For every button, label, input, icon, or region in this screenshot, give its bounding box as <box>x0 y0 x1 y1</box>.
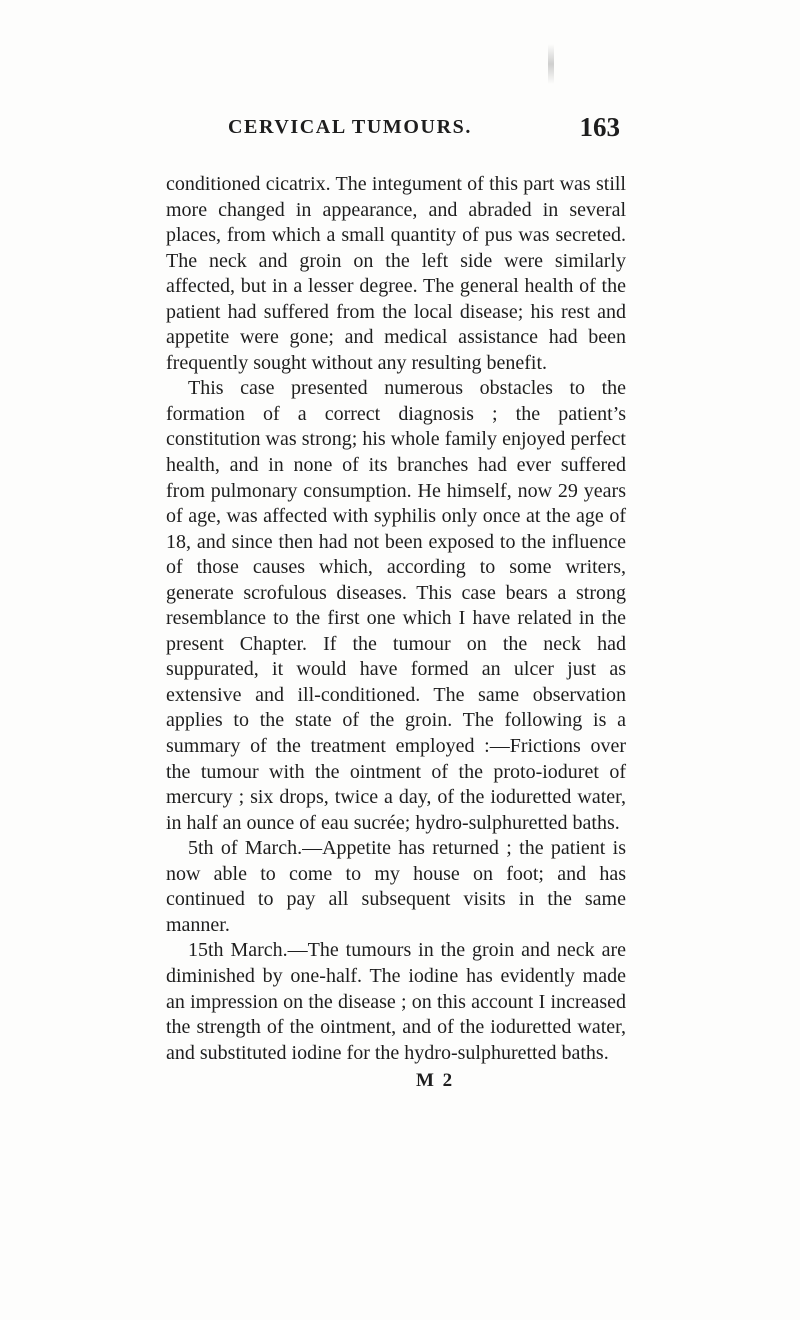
paragraph-march-15: 15th March.—The tumours in the groin and neck are diminished by one-half. The iodine has evidently made an impression on the disease ; on this account I increased the strength of the ointment, and of the ioduretted water, and substituted iodine for the hydro-sulphuretted baths. <box>166 939 626 1064</box>
running-head <box>228 112 620 152</box>
paragraph-march-5: 5th of March.—Appetite has returned ; the patient is now able to come to my house on foot; and has continued to pay all subsequent visits in the same manner. <box>166 837 626 936</box>
paragraph-continuation: conditioned cicatrix. The integument of this part was still more changed in appearance, and abraded in several places, from which a small quantity of pus was secreted. The neck and groin on the left side were similarly affected, but in a lesser degree. The general health of the patient had suffered from the local disease; his rest and appetite were gone; and medical assistance had been frequently sought without any resulting benefit. <box>166 173 626 374</box>
signature-mark: M 2 <box>416 1070 455 1091</box>
scan-mark <box>548 44 554 84</box>
body-text <box>166 172 626 1066</box>
running-title: CERVICAL TUMOURS. <box>228 116 472 138</box>
page-number: 163 <box>579 112 620 142</box>
paragraph-case-diagnosis: This case presented numerous obstacles to the formation of a correct diagnosis ; the patient’s constitution was strong; his whole family enjoyed perfect health, and in none of its branches had ever suffered from pulmonary consumption. He himself, now 29 years of age, was affected with syphilis only once at the age of 18, and since then had not been exposed to the influence of those causes which, according to some writers, generate scrofulous diseases. This case bears a strong resemblance to the first one which I have related in the present Chapter. If the tumour on the neck had suppurated, it would have formed an ulcer just as extensive and ill-conditioned. The same observation applies to the state of the groin. The following is a summary of the treatment employed :—Frictions over the tumour with the ointment of the proto-ioduret of mercury ; six drops, twice a day, of the ioduretted water, in half an ounce of eau sucrée; hydro-sulphuretted baths. <box>166 377 626 834</box>
